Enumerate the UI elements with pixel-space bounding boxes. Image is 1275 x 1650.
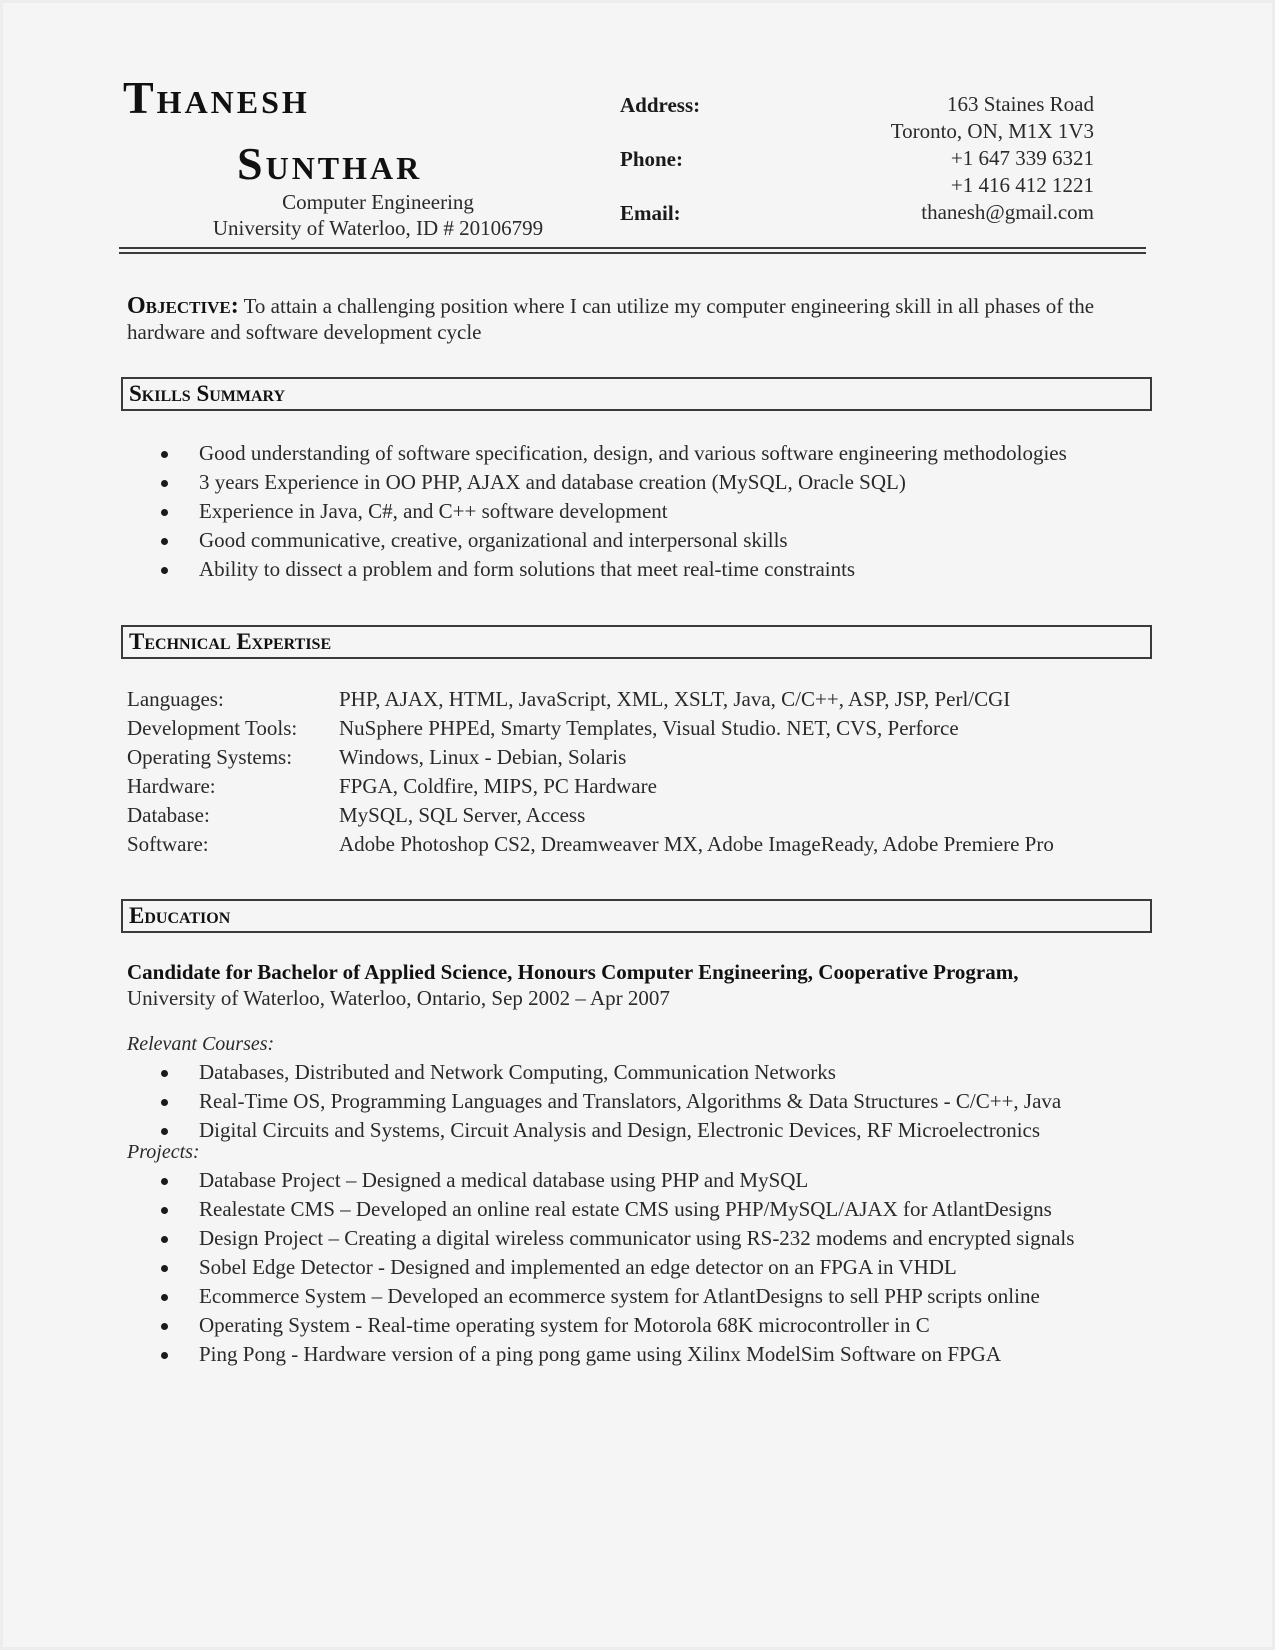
list-item: Good communicative, creative, organizational and interpersonal skills — [161, 526, 1067, 555]
row-value: FPGA, Coldfire, MIPS, PC Hardware — [339, 774, 657, 798]
row-label: Operating Systems: — [127, 745, 293, 769]
header-rule-top — [119, 247, 1146, 249]
table-row — [127, 714, 1054, 743]
row-label: Software: — [127, 832, 209, 856]
table-row — [127, 830, 1054, 859]
row-label: Database: — [127, 803, 210, 827]
list-item: Design Project – Creating a digital wireless communicator using RS-232 modems and encrypted signals — [161, 1224, 1074, 1253]
skills-heading: Skills Summary — [121, 377, 1152, 411]
row-label: Development Tools: — [127, 716, 298, 740]
list-item: Ability to dissect a problem and form solutions that meet real-time constraints — [161, 555, 1067, 584]
program: Computer Engineering — [282, 190, 474, 214]
phone-1: +1 647 339 6321 — [950, 146, 1094, 170]
courses-label: Relevant Courses: — [127, 1033, 275, 1055]
technical-heading: Technical Expertise — [121, 625, 1152, 659]
degree: Candidate for Bachelor of Applied Science, Honours Computer Engineering, Cooperative Program, — [127, 960, 1019, 984]
email-label: Email: — [620, 201, 681, 225]
address-line-1: 163 Staines Road — [947, 92, 1094, 116]
phone-label: Phone: — [620, 147, 683, 171]
technical-table — [127, 685, 1054, 859]
courses-list — [161, 1058, 1061, 1145]
row-value: Windows, Linux - Debian, Solaris — [339, 745, 627, 769]
objective-text: To attain a challenging position where I can utilize my computer engineering skill in all phases of the hardware and software development cycle — [127, 294, 1095, 344]
header-rule-bottom — [119, 252, 1146, 254]
email-value[interactable]: thanesh@gmail.com — [921, 200, 1094, 224]
institution: University of Waterloo, Waterloo, Ontario, Sep 2002 – Apr 2007 — [127, 986, 670, 1010]
row-label: Languages: — [127, 687, 224, 711]
list-item: 3 years Experience in OO PHP, AJAX and database creation (MySQL, Oracle SQL) — [161, 468, 1067, 497]
table-row — [127, 772, 1054, 801]
row-value: MySQL, SQL Server, Access — [339, 803, 586, 827]
list-item: Digital Circuits and Systems, Circuit Analysis and Design, Electronic Devices, RF Microelectronics — [161, 1116, 1061, 1145]
university-line: University of Waterloo, ID # 20106799 — [212, 216, 544, 240]
objective — [127, 293, 1147, 345]
projects-list — [161, 1166, 1074, 1369]
projects-label: Projects: — [127, 1141, 200, 1163]
skills-list — [161, 439, 1067, 584]
list-item: Ecommerce System – Developed an ecommerce system for AtlantDesigns to sell PHP scripts online — [161, 1282, 1074, 1311]
education-heading: Education — [121, 899, 1152, 933]
address-line-2: Toronto, ON, M1X 1V3 — [890, 119, 1094, 143]
list-item: Sobel Edge Detector - Designed and implemented an edge detector on an FPGA in VHDL — [161, 1253, 1074, 1282]
list-item: Operating System - Real-time operating system for Motorola 68K microcontroller in C — [161, 1311, 1074, 1340]
list-item: Ping Pong - Hardware version of a ping pong game using Xilinx ModelSim Software on FPGA — [161, 1340, 1074, 1369]
row-value: PHP, AJAX, HTML, JavaScript, XML, XSLT, Java, C/C++, ASP, JSP, Perl/CGI — [339, 687, 1011, 711]
list-item: Databases, Distributed and Network Computing, Communication Networks — [161, 1058, 1061, 1087]
list-item: Good understanding of software specification, design, and various software engineering methodologies — [161, 439, 1067, 468]
list-item: Experience in Java, C#, and C++ software development — [161, 497, 1067, 526]
row-value: Adobe Photoshop CS2, Dreamweaver MX, Adobe ImageReady, Adobe Premiere Pro — [339, 832, 1054, 856]
first-name: Thanesh — [123, 72, 310, 123]
phone-2: +1 416 412 1221 — [950, 173, 1094, 197]
last-name: Sunthar — [237, 138, 423, 189]
table-row — [127, 801, 1054, 830]
address-label: Address: — [620, 93, 701, 117]
table-row — [127, 743, 1054, 772]
objective-label: Objective: — [127, 293, 239, 319]
resume-page — [3, 3, 1272, 1647]
table-row — [127, 685, 1054, 714]
list-item: Database Project – Designed a medical database using PHP and MySQL — [161, 1166, 1074, 1195]
row-value: NuSphere PHPEd, Smarty Templates, Visual Studio. NET, CVS, Perforce — [339, 716, 959, 740]
list-item: Realestate CMS – Developed an online real estate CMS using PHP/MySQL/AJAX for AtlantDesigns — [161, 1195, 1074, 1224]
list-item: Real-Time OS, Programming Languages and Translators, Algorithms & Data Structures - C/C++, Java — [161, 1087, 1061, 1116]
row-label: Hardware: — [127, 774, 216, 798]
